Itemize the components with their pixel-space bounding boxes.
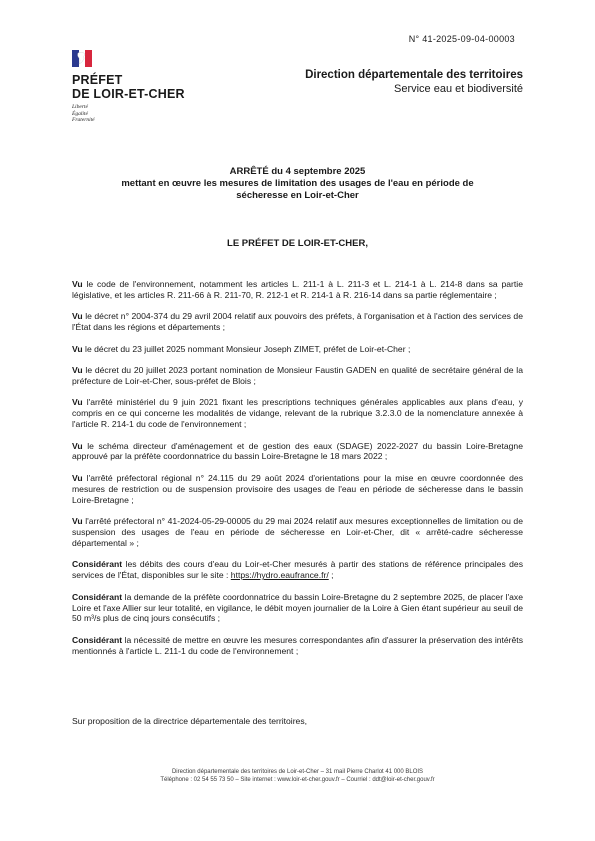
recital-lead: Vu [72,279,83,289]
motto-egalite: Égalité [72,110,88,117]
recital-paragraph [72,473,523,506]
recital-text: le décret du 20 juillet 2023 portant nomination de Monsieur Faustin GADEN en qualité de secrétaire général de la préfecture de Loir-et-Cher, sous-préfet de Blois ; [72,365,523,386]
recital-paragraph [72,592,523,625]
motto-liberte: Liberté [72,104,88,110]
logo-prefet: PRÉFET [72,73,123,87]
page-footer [72,768,523,784]
recitals [72,279,523,667]
recital-lead: Considérant [72,559,123,570]
prefet-heading: LE PRÉFET DE LOIR-ET-CHER, [227,238,368,249]
recital-paragraph [72,311,523,333]
decree-title-line2: mettant en œuvre les mesures de limitation des usages de l'eau en période de [121,178,474,189]
marianne-icon [72,50,92,67]
recital-paragraph [72,516,523,549]
recital-paragraph [72,441,523,463]
decree-title [72,166,523,202]
recital-lead: Vu [72,365,83,376]
hydro-link[interactable]: https://hydro.eaufrance.fr/ [230,570,329,581]
recital-paragraph [72,344,523,355]
direction-name: Direction départementale des territoires [305,69,523,81]
recital-lead: Vu [72,472,83,483]
recital-lead: Vu [72,516,83,527]
recital-paragraph [72,635,523,657]
logo-department: DE LOIR-ET-CHER [72,87,185,101]
closing-line: Sur proposition de la directrice départementale des territoires, [72,716,308,726]
recital-text: le schéma directeur d'aménagement et de gestion des eaux (SDAGE) 2022-2027 du bassin Loire-Bretagne approuvé par la préfète coordonnatrice du bassin Loire-Bretagne le 18 mars 2022 ; [72,440,523,462]
recital-lead: Vu [72,343,83,354]
recital-paragraph [72,365,523,387]
motto-fraternite: Fraternité [72,117,95,123]
recital-text: la demande de la préfète coordonnatrice du bassin Loire-Bretagne du 2 septembre 2025, de placer l'axe Loire et l'axe Allier sur leur totalité, en vigilance, le débit moyen journalier de la Loire à Gien étant supérieur au seuil de 50 m³/s plus de cinq jours consécutifs ; [72,591,523,624]
decree-date: du 4 septembre 2025 [268,166,366,177]
recital-text: le code de l'environnement, notamment les articles L. 211-1 à L. 211-3 et L. 214-1 à L. 214-8 dans sa partie législative, et les articles R. 211-66 à R. 211-70, R. 212-1 et R. 214-1 à R. 216-14 dans sa partie réglementaire ; [72,279,523,300]
recital-lead: Vu [72,397,83,408]
recital-text: la nécessité de mettre en œuvre les mesures correspondantes afin d'assurer la préservation des intérêts mentionnés à l'article L. 211-1 du code de l'environnement ; [72,634,523,656]
recital-lead: Considérant [72,591,123,602]
motto [72,104,192,124]
decree-title-line3: sécheresse en Loir-et-Cher [236,190,359,201]
decree-label: ARRÊTÉ [229,166,269,177]
recital-text: l'arrêté ministériel du 9 juin 2021 fixant les prescriptions techniques générales applicables aux plans d'eau, y compris en ce qui concerne les modalités de vidange, relevant de la rubrique 3.2.3.0 de la nomenclature annexée à l'article R. 214-1 du code de l'environnement ; [72,397,523,430]
recital-text: l'arrêté préfectoral n° 41-2024-05-29-00005 du 29 mai 2024 relatif aux mesures exceptionnelles de limitation ou de suspension des usages de l'eau en période de sécheresse en Loir-et-Cher, dit « arrêté-cadre sécheresse départemental » ; [72,516,523,548]
recital-text: le décret n° 2004-374 du 29 avril 2004 relatif aux pouvoirs des préfets, à l'organisation et à l'action des services de l'État dans les régions et départements ; [72,311,523,333]
decree-title-line1 [72,166,523,178]
recital-paragraph [72,279,523,301]
prefecture-logo [72,50,192,124]
recital-lead: Vu [72,311,83,322]
footer-contact: Téléphone : 02 54 55 73 50 – Site internet : www.loir-et-cher.gouv.fr – Courriel : ddt@loir-et-cher.gouv.fr [160,777,435,783]
service-name: Service eau et biodiversité [393,83,523,95]
recital-paragraph [72,397,523,430]
recital-text-end: ; [328,570,334,581]
footer-address: Direction départementale des territoires de Loir-et-Cher – 31 mail Pierre Charlot 41 000 BLOIS [171,769,424,775]
recital-text: les débits des cours d'eau du Loir-et-Cher mesurés à partir des stations de référence principales des services de l'État, disponibles sur le site : [72,559,523,581]
recital-text: l'arrêté préfectoral régional n° 24.115 du 29 août 2024 d'orientations pour la mise en œuvre coordonnée des mesures de restriction ou de suspension provisoire des usages de l'eau en période de sécheresse dans le bassin Loire-Bretagne ; [72,472,523,505]
recital-text: le décret du 23 juillet 2025 nommant Monsieur Joseph ZIMET, préfet de Loir-et-Cher ; [82,343,411,354]
recital-lead: Considérant [72,634,123,645]
reference-number: N° 41-2025-09-04-00003 [408,34,515,44]
recital-lead: Vu [72,440,83,451]
recital-paragraph [72,559,523,581]
issuing-service [305,68,523,96]
